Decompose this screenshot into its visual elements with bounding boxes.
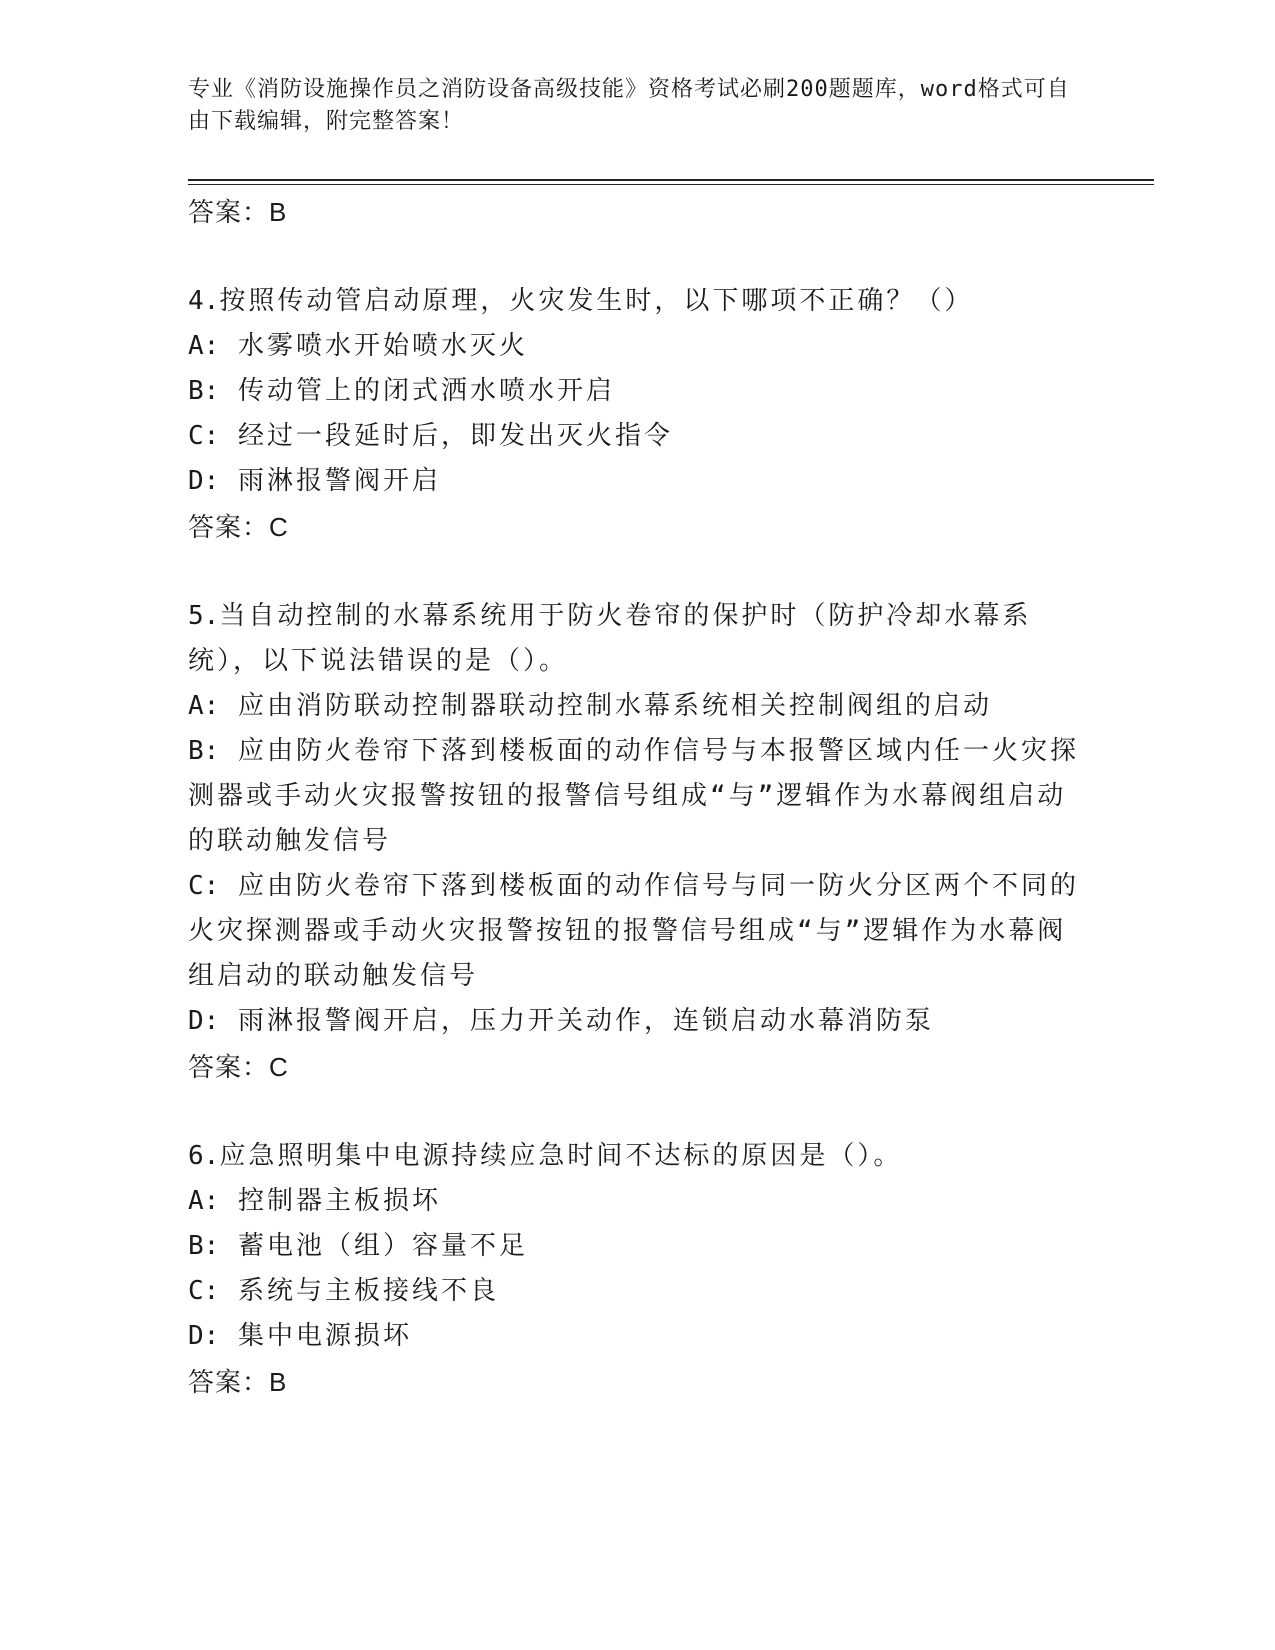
option-letter: B: bbox=[188, 1231, 220, 1261]
option-d bbox=[188, 1314, 1088, 1359]
option-b bbox=[188, 729, 1088, 864]
option-text: 集中电源损坏 bbox=[237, 1321, 412, 1351]
question-block-5 bbox=[188, 594, 1088, 1090]
option-letter: C: bbox=[188, 1276, 220, 1306]
option-letter: A: bbox=[188, 331, 220, 361]
answer-label: 答案：B bbox=[188, 197, 288, 227]
option-d bbox=[188, 459, 1088, 504]
header-rule-thick bbox=[188, 179, 1154, 181]
option-c bbox=[188, 414, 1088, 459]
option-d bbox=[188, 999, 1088, 1044]
option-letter: A: bbox=[188, 691, 220, 721]
option-text: 蓄电池（组）容量不足 bbox=[237, 1231, 528, 1261]
option-text: 应由消防联动控制器联动控制水幕系统相关控制阀组的启动 bbox=[237, 691, 992, 721]
option-letter: D: bbox=[188, 1321, 220, 1351]
option-letter: B: bbox=[188, 376, 220, 406]
option-text: 水雾喷水开始喷水灭火 bbox=[237, 331, 528, 361]
answer-label: 答案：B bbox=[188, 1367, 288, 1397]
option-a bbox=[188, 1179, 1088, 1224]
answer-label: 答案：C bbox=[188, 1052, 289, 1082]
question-stem bbox=[188, 594, 1088, 684]
option-text: 控制器主板损坏 bbox=[237, 1186, 441, 1216]
question-number: 6. bbox=[188, 1141, 220, 1171]
question-stem bbox=[188, 1134, 1088, 1179]
document-header: 专业《消防设施操作员之消防设备高级技能》资格考试必刷200题题库，word格式可自由下载编辑，附完整答案！ bbox=[188, 77, 1070, 134]
option-a bbox=[188, 324, 1088, 369]
option-b bbox=[188, 1224, 1088, 1269]
option-text: 应由防火卷帘下落到楼板面的动作信号与本报警区域内任一火灾探测器或手动火灾报警按钮的报警信号组成“与”逻辑作为水幕阀组启动的联动触发信号 bbox=[188, 736, 1079, 856]
question-number: 5. bbox=[188, 601, 220, 631]
question-number: 4. bbox=[188, 286, 220, 316]
option-letter: B: bbox=[188, 736, 220, 766]
question-text: 应急照明集中电源持续应急时间不达标的原因是（）。 bbox=[219, 1141, 903, 1171]
header-rule-thin bbox=[188, 184, 1154, 185]
option-letter: D: bbox=[188, 466, 220, 496]
option-text: 传动管上的闭式洒水喷水开启 bbox=[237, 376, 615, 406]
option-c bbox=[188, 1269, 1088, 1314]
question-content bbox=[188, 189, 1088, 1405]
option-text: 系统与主板接线不良 bbox=[237, 1276, 499, 1306]
question-block-6 bbox=[188, 1134, 1088, 1405]
option-letter: C: bbox=[188, 421, 220, 451]
option-text: 雨淋报警阀开启，压力开关动作，连锁启动水幕消防泵 bbox=[237, 1006, 934, 1036]
question-text: 当自动控制的水幕系统用于防火卷帘的保护时（防护冷却水幕系统），以下说法错误的是（）。 bbox=[188, 601, 1032, 676]
answer-label: 答案：C bbox=[188, 512, 289, 542]
option-c bbox=[188, 864, 1088, 999]
option-a bbox=[188, 684, 1088, 729]
option-text: 应由防火卷帘下落到楼板面的动作信号与同一防火分区两个不同的火灾探测器或手动火灾报警按钮的报警信号组成“与”逻辑作为水幕阀组启动的联动触发信号 bbox=[188, 871, 1079, 991]
option-letter: A: bbox=[188, 1186, 220, 1216]
option-b bbox=[188, 369, 1088, 414]
option-text: 经过一段延时后，即发出灭火指令 bbox=[237, 421, 673, 451]
option-letter: D: bbox=[188, 1006, 220, 1036]
option-text: 雨淋报警阀开启 bbox=[237, 466, 441, 496]
question-stem bbox=[188, 279, 1088, 324]
question-block-4 bbox=[188, 279, 1088, 550]
question-text: 按照传动管启动原理，火灾发生时，以下哪项不正确？（） bbox=[219, 286, 974, 316]
option-letter: C: bbox=[188, 871, 220, 901]
